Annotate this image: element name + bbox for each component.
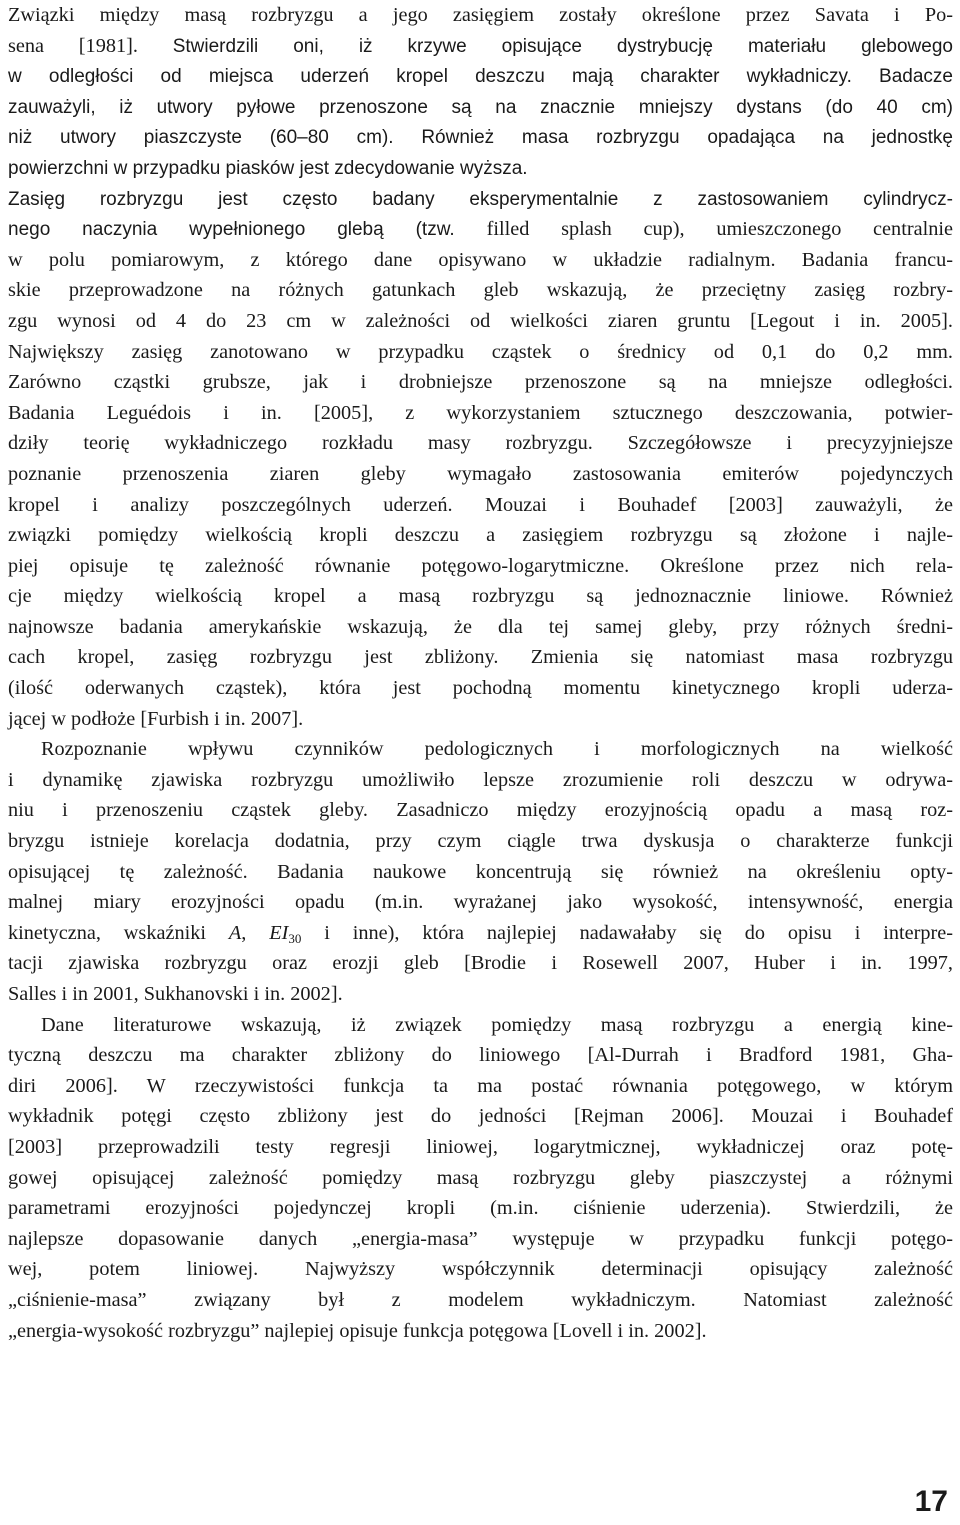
text-line [8,1010,953,1041]
text-run: w odległości od miejsca uderzeń kropel deszczu mają charakter wykładniczy. [8,66,880,88]
text-run: najlepsze dopasowanie danych „energia-masa” występuje w przypadku funkcji potęgo- [8,1227,953,1250]
text-line [8,704,953,735]
text-run: cach kropel, zasięg rozbryzgu jest zbliżony. Zmienia się natomiast masa rozbryzgu [8,646,953,669]
subscript: 30 [288,930,302,946]
text-run: tyczną deszczu ma charakter zbliżony do liniowego [Al-Durrah i Bradford 1981, Gha- [8,1044,953,1067]
text-run: parametrami erozyjności pojedynczej kropli (m.in. ciśnienie uderzenia). Stwierdzili, że [8,1197,953,1220]
text-line [8,398,953,429]
text-run: jącej w podłoże [Furbish i in. 2007]. [8,707,304,730]
text-run: dziły teorię wykładniczego rozkładu masy rozbryzgu. Szczegółowsze i precyzyjniejsze [8,432,953,455]
text-run: gowej opisującej zależność pomiędzy masą rozbryzgu gleby piaszczystej a różnymi [8,1166,953,1189]
text-run: skie przeprowadzone na różnych gatunkach gleb wskazują, że przeciętny zasięg rozbry- [8,279,953,302]
text-run: (ilość oderwanych cząstek), która jest pochodną momentu kinetycznego kropli uderza- [8,677,953,700]
body-text [8,0,953,1346]
text-run: opisującej tę zależność. Badania naukowe koncentrują się również na określeniu opty- [8,860,953,883]
text-run: , [241,921,270,944]
text-run: Rozpoznanie wpływu czynników pedologicznych i morfologicznych na wielkość [41,738,953,761]
text-run: A [228,921,242,944]
text-run: diri 2006]. W rzeczywistości funkcja ta ma postać równania potęgowego, w którym [8,1074,953,1097]
text-line [8,887,953,918]
text-run: malnej miary erozyjności opadu (m.in. wyrażanej jako wysokość, intensywność, energia [8,891,953,914]
text-line [8,642,953,673]
text-run: Badania Leguédois i in. [2005], z wykorzystaniem sztucznego deszczowania, potwier- [8,401,953,424]
text-line [8,765,953,796]
text-run: niu i przenoszeniu cząstek gleby. Zasadniczo między erozyjnością opadu a masą roz- [8,799,953,822]
paragraph [8,0,953,184]
text-line [8,275,953,306]
text-run: Zarówno cząstki grubsze, jak i drobniejsze przenoszone są na mniejsze odległości. [8,371,953,394]
text-run: związki pomiędzy wielkością kropli deszczu a zasięgiem rozbryzgu są złożone i najle- [8,524,953,547]
text-line [8,1132,953,1163]
text-run: wykładnik potęgi często zbliżony jest do jedności [Rejman 2006]. Mouzai i Bouhadef [8,1105,953,1128]
text-line [8,0,953,31]
text-line [8,428,953,459]
text-line [8,184,953,215]
text-line [8,795,953,826]
text-run: Dane literaturowe wskazują, iż związek pomiędzy masą rozbryzgu a energią kine- [41,1013,953,1036]
text-line [8,61,953,92]
text-line [8,367,953,398]
text-run: Zasięg rozbryzgu jest często badany eksperymentalnie z zastosowaniem cylindrycz- [8,188,953,210]
paragraph [8,184,953,735]
text-line [8,581,953,612]
text-run: [2003] przeprowadzili testy regresji liniowej, logarytmicznej, wykładniczej oraz potę- [8,1135,953,1158]
text-run: nego naczynia wypełnionego glebą (tzw. [8,219,487,241]
text-line [8,734,953,765]
text-line [8,826,953,857]
page-number: 17 [914,1485,948,1518]
text-line [8,490,953,521]
text-line [8,551,953,582]
text-run: „ciśnienie-masa” związany był z modelem wykładniczym. Natomiast zależność [8,1288,953,1311]
text-line [8,245,953,276]
text-line [8,214,953,245]
text-run: bryzgu istnieje korelacja dodatnia, przy czym ciągle trwa dyskusja o charakterze funkcji [8,830,953,853]
text-run: Stwierdzili oni, iż krzywe opisujące dystrybucję materiału glebowego [172,35,953,57]
text-line [8,306,953,337]
text-run: poznanie przenoszenia ziaren gleby wymagało zastosowania emiterów pojedynczych [8,462,953,485]
text-line [8,459,953,490]
text-run: EI [269,921,289,944]
text-line [8,1071,953,1102]
text-line [8,1163,953,1194]
text-run: zauważyli, iż utwory pyłowe przenoszone są na znacznie mniejszy dystans (do 40 cm) [8,96,953,118]
text-run: piej opisuje tę zależność równanie potęgowo-logarytmiczne. Określone przez nich rela- [8,554,953,577]
text-run: w polu pomiarowym, z którego dane opisywano w układzie radialnym. [8,248,802,271]
text-run: „energia-wysokość rozbryzgu” najlepiej opisuje funkcja potęgowa [Lovell i in. 2002]. [8,1319,707,1342]
text-line [8,918,953,949]
text-run: cje między wielkością kropel a masą rozbryzgu są jednoznacznie liniowe. Również [8,585,953,608]
text-line [8,153,953,184]
text-run: tacji zjawiska rozbryzgu oraz erozji gleb [Brodie i Rosewell 2007, Huber i in. 1997, [8,952,953,975]
text-line [8,857,953,888]
text-line [8,122,953,153]
text-run: filled splash cup), umieszczonego centralnie [486,218,953,241]
text-line [8,673,953,704]
text-line [8,612,953,643]
text-line [8,1101,953,1132]
text-line [8,1040,953,1071]
text-line [8,979,953,1010]
text-line [8,1316,953,1347]
text-line [8,92,953,123]
text-line [8,1285,953,1316]
text-run: niż utwory piaszczyste (60–80 cm). [8,127,422,149]
text-run: zgu wynosi od 4 do 23 cm w zależności od wielkości ziaren gruntu [Legout i in. 2005]. [8,309,953,332]
text-run: Salles i in 2001, Sukhanovski i in. 2002]. [8,983,343,1005]
paragraph [8,1010,953,1347]
paragraph [8,734,953,1009]
text-run: najnowsze badania amerykańskie wskazują, że dla tej samej gleby, przy różnych średni- [8,615,953,638]
text-run: sena [1981]. [8,34,173,57]
text-run: Również masa rozbryzgu opadająca na jednostkę [421,127,953,149]
text-run: i inne), która najlepiej nadawałaby się do opisu i interpre- [301,921,954,944]
text-line [8,948,953,979]
text-line [8,1224,953,1255]
text-run: kropel i analizy poszczególnych uderzeń. Mouzai i Bouhadef [2003] zauważyli, że [8,493,953,516]
text-line [8,520,953,551]
text-line [8,31,953,62]
text-line [8,1254,953,1285]
text-run: Badania francu- [801,248,953,271]
text-run: Największy zasięg zanotowano w przypadku cząstek o średnicy od 0,1 do 0,2 mm. [8,340,953,363]
text-line [8,1193,953,1224]
text-run: kinetyczna, wskaźniki [8,921,229,944]
text-line [8,337,953,368]
text-run: powierzchni w przypadku piasków jest zdecydowanie wyższa. [8,157,528,179]
text-run: Badacze [879,66,953,88]
text-run: Związki między masą rozbryzgu a jego zasięgiem zostały określone przez Savata i Po- [8,4,953,26]
text-run: i dynamikę zjawiska rozbryzgu umożliwiło lepsze zrozumienie roli deszczu w odrywa- [8,768,953,791]
text-run: wej, potem liniowej. Najwyższy współczynnik determinacji opisujący zależność [8,1258,953,1281]
